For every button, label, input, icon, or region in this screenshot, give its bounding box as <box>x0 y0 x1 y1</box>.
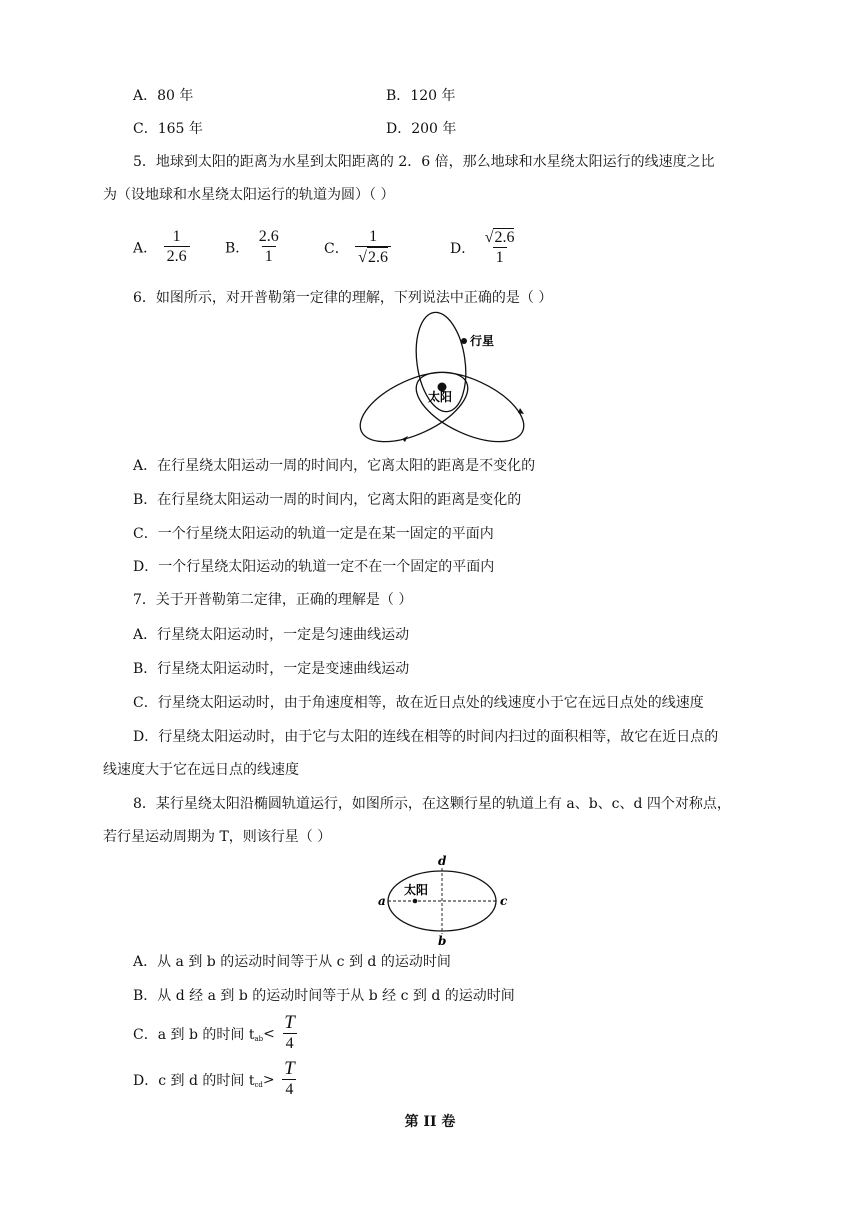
q5-option-b-fraction <box>256 228 282 267</box>
fraction-denominator: 1 <box>493 247 507 268</box>
planet-label: 行星 <box>470 334 495 348</box>
q5-option-c <box>324 228 393 268</box>
q5-option-d <box>450 228 519 268</box>
sqrt-icon: √ <box>358 249 367 266</box>
q6-option-c: C．一个行星绕太阳运动的轨道一定是在某一固定的平面内 <box>133 526 494 542</box>
fraction-denominator: 4 <box>282 1079 296 1100</box>
fraction-numerator: 1 <box>172 228 181 245</box>
q8-option-c-fraction <box>281 1014 298 1054</box>
relation-sign: > <box>262 1072 275 1088</box>
q5-option-c-fraction <box>355 228 391 268</box>
q5-option-d-label: D． <box>450 241 476 257</box>
q6-option-d: D．一个行星绕太阳运动的轨道一定不在一个固定的平面内 <box>133 559 495 575</box>
planet-dot <box>461 338 467 344</box>
q8-option-c <box>133 1014 300 1054</box>
q6-stem: 6．如图所示，对开普勒第一定律的理解，下列说法中正确的是（ ） <box>133 290 553 306</box>
q7-option-d-line1: D．行星绕太阳运动时，由于它与太阳的连线在相等的时间内扫过的面积相等，故它在近日点的 <box>133 729 719 745</box>
q5-option-b <box>225 228 284 267</box>
relation-sign: < <box>263 1026 275 1042</box>
q8-stem-line1: 8．某行星绕太阳沿椭圆轨道运行，如图所示，在这颗行星的轨道上有 a、b、c、d 四个对称点， <box>133 796 731 812</box>
sun-dot <box>413 899 418 904</box>
fraction-numerator: 2.6 <box>258 228 279 245</box>
fraction-numerator <box>281 1014 298 1033</box>
orbit-arrow-icon <box>518 408 524 414</box>
q6-option-a: A．在行星绕太阳运动一周的时间内，它离太阳的距离是不变化的 <box>133 458 536 474</box>
q8-option-d <box>133 1060 300 1100</box>
point-d-label: d <box>438 854 447 868</box>
q7-option-d-line2: 线速度大于它在远日点的线速度 <box>103 762 299 778</box>
q7-option-a: A．行星绕太阳运动时，一定是匀速曲线运动 <box>133 627 410 643</box>
q5-stem-line1: 5．地球到太阳的距离为水星到太阳距离的 2．6 倍，那么地球和水星绕太阳运行的线速度之比 <box>133 154 715 170</box>
sun-label: 太阳 <box>404 883 429 897</box>
period-symbol: T <box>284 1058 295 1079</box>
q8-option-a: A．从 a 到 b 的运动时间等于从 c 到 d 的运动时间 <box>133 954 451 970</box>
point-c-label: c <box>500 894 508 908</box>
fraction-denominator: 4 <box>283 1033 297 1054</box>
q7-option-c: C．行星绕太阳运动时，由于角速度相等，故在近日点处的线速度小于它在远日点处的线速度 <box>133 695 704 711</box>
q8-option-d-fraction <box>281 1060 298 1100</box>
point-a-label: a <box>378 894 386 908</box>
q5-option-a-fraction <box>164 228 190 267</box>
fraction-denominator: 1 <box>262 246 276 267</box>
q7-stem: 7．关于开普勒第二定律，正确的理解是（ ） <box>133 592 413 608</box>
fraction-denominator: 2.6 <box>164 246 190 267</box>
sun-label: 太阳 <box>428 390 453 404</box>
q5-option-c-label: C． <box>324 241 349 257</box>
q4-option-b: B．120 年 <box>386 88 456 104</box>
q5-stem-line2: 为（设地球和水星绕太阳运行的轨道为圆）（ ） <box>103 187 395 203</box>
section-title: 第 II 卷 <box>404 1114 456 1130</box>
q5-option-b-label: B． <box>225 240 250 257</box>
q8-stem-line2: 若行星运动周期为 T，则该行星（ ） <box>103 829 332 845</box>
radicand: 2.6 <box>367 249 388 266</box>
fraction-denominator <box>355 246 391 268</box>
elliptical-orbit-figure <box>374 852 519 947</box>
fraction-numerator <box>281 1060 298 1079</box>
subscript: ab <box>254 1035 264 1043</box>
q6-option-b: B．在行星绕太阳运动一周的时间内，它离太阳的距离是变化的 <box>133 492 522 508</box>
kepler-orbits-figure <box>352 310 532 445</box>
subscript: cd <box>254 1081 263 1089</box>
radicand: 2.6 <box>494 229 515 246</box>
q4-option-c: C．165 年 <box>133 121 203 137</box>
q8-option-d-text: D．c 到 d 的时间 t <box>133 1073 255 1089</box>
q5-option-d-fraction <box>482 228 518 268</box>
q7-option-b: B．行星绕太阳运动时，一定是变速曲线运动 <box>133 661 410 677</box>
point-b-label: b <box>438 934 447 947</box>
fraction-numerator <box>482 228 518 247</box>
period-symbol: T <box>284 1012 295 1033</box>
q8-option-b: B．从 d 经 a 到 b 的运动时间等于从 b 经 c 到 d 的运动时间 <box>133 988 515 1004</box>
q5-option-a-label: A． <box>133 240 158 257</box>
fraction-numerator: 1 <box>369 228 378 245</box>
q4-option-d: D．200 年 <box>386 121 457 137</box>
q8-option-c-text: C．a 到 b 的时间 t <box>133 1027 255 1043</box>
sqrt-icon: √ <box>484 229 494 246</box>
q5-option-a <box>133 228 192 267</box>
q4-option-a: A．80 年 <box>133 88 194 104</box>
